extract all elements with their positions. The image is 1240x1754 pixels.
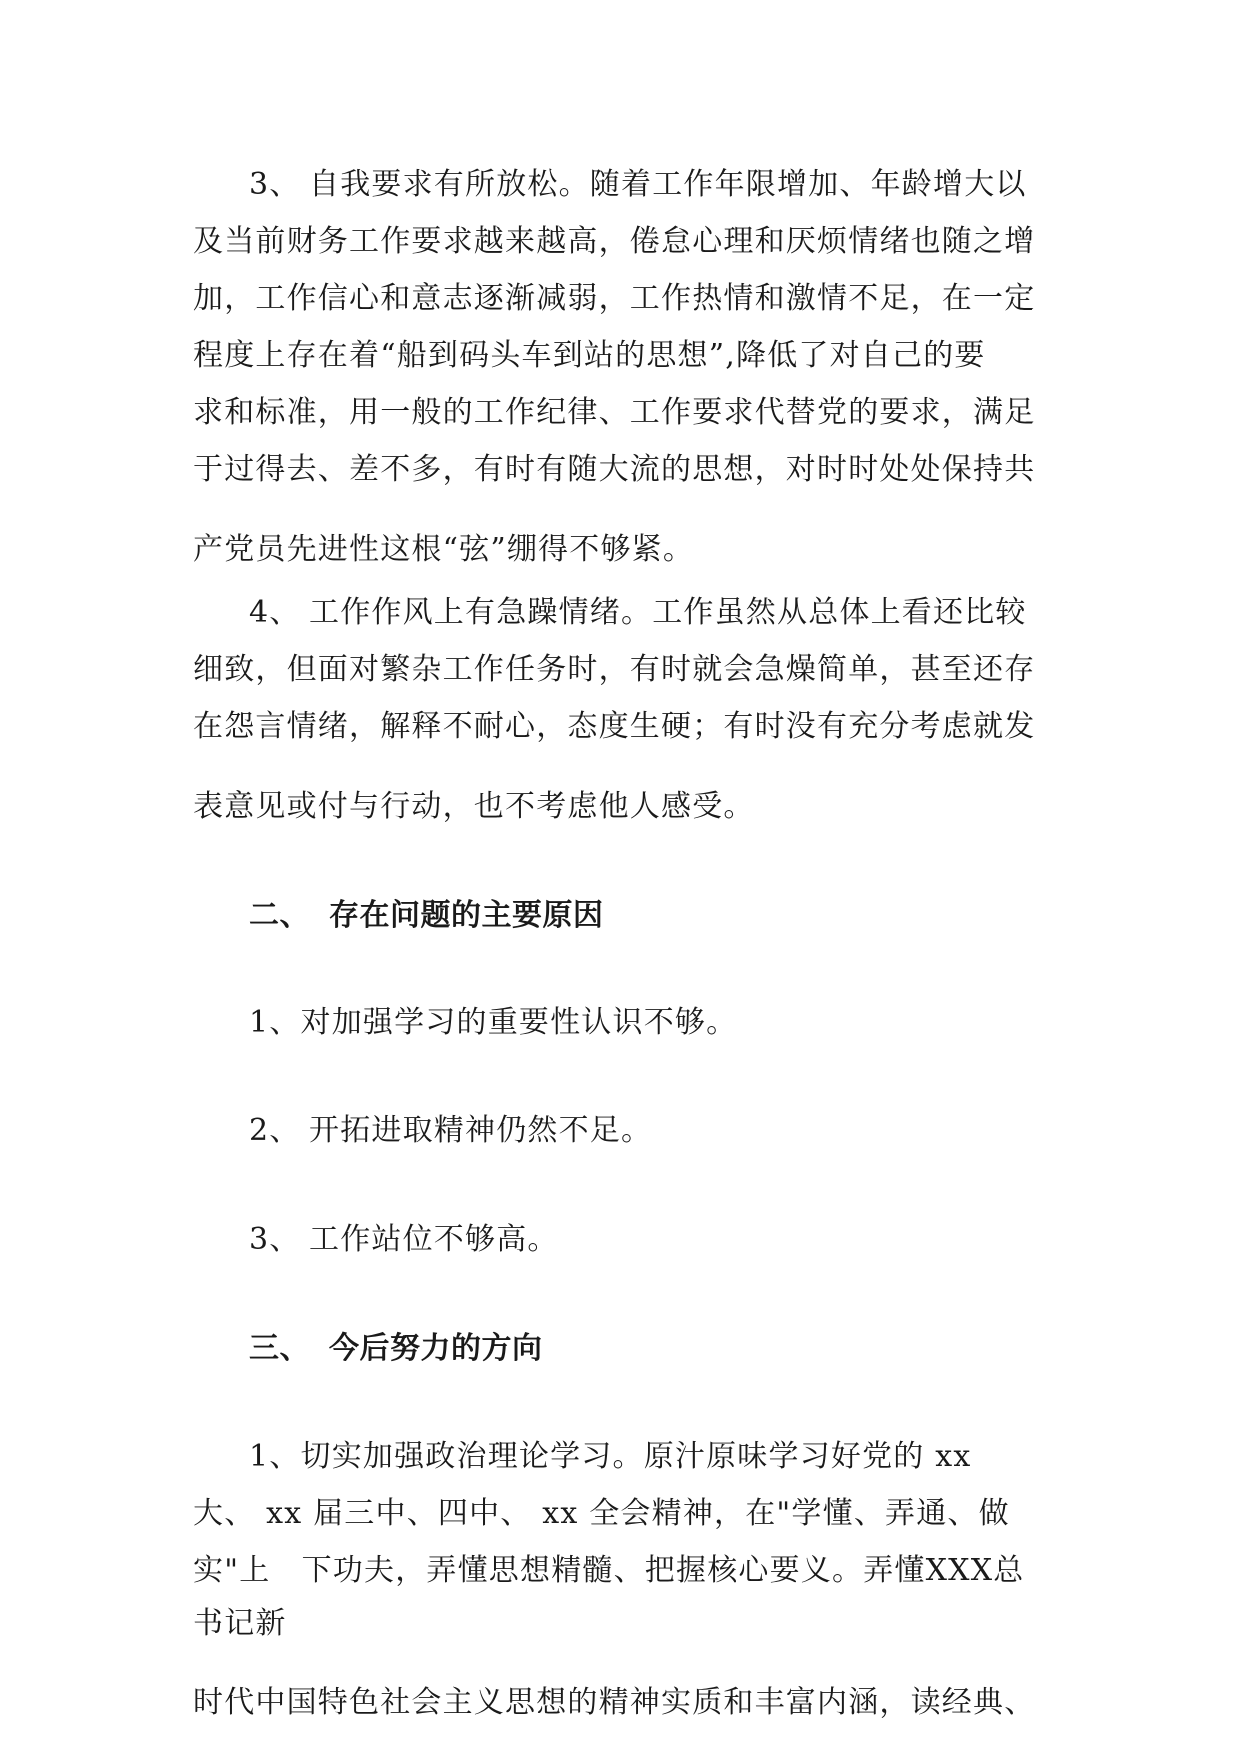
paragraph-4-line-2: 细致，但面对繁杂工作任务时，有时就会急燥简单，甚至还存 <box>193 652 1036 687</box>
paragraph-4-text: 工作作风上有急躁情绪。工作虽然从总体上看还比较 <box>309 595 1027 630</box>
paragraph-3-line-7: 产党员先进性这根“弦”绷得不够紧。 <box>193 532 695 567</box>
paragraph-4-line-4: 表意见或付与行动，也不考虑他人感受。 <box>193 789 755 824</box>
section-2-item-1 <box>249 1003 737 1043</box>
paragraph-3-line-6: 于过得去、差不多，有时有随大流的思想，对时时处处保持共 <box>193 452 1036 487</box>
section-3-item-1-line-5: 时代中国特色社会主义思想的精神实质和丰富内涵，读经典、 <box>193 1685 1036 1720</box>
section-2-number: 二、 <box>249 898 310 933</box>
section-3-item-1-number: 1、 <box>249 1439 301 1474</box>
section-3-item-1-line-2: 大、 xx 届三中、四中、 xx 全会精神，在"学懂、弄通、做 <box>193 1496 1010 1531</box>
paragraph-3-line-1 <box>249 165 1027 205</box>
section-3-item-1-line-4: 书记新 <box>193 1606 287 1641</box>
section-2-item-2-number: 2、 <box>249 1113 301 1148</box>
section-2-item-3-text: 工作站位不够高。 <box>309 1222 559 1257</box>
paragraph-4-number: 4、 <box>249 595 301 630</box>
section-2-title: 存在问题的主要原因 <box>329 898 604 933</box>
section-2-item-3-number: 3、 <box>249 1222 301 1257</box>
section-2-item-2-text: 开拓进取精神仍然不足。 <box>309 1113 653 1148</box>
section-3-item-1-line-1 <box>249 1437 971 1477</box>
section-3-item-1-text: 切实加强政治理论学习。原汁原味学习好党的 xx <box>300 1439 972 1474</box>
paragraph-3-number: 3、 <box>249 167 301 202</box>
section-3-item-1-line-3: 实"上 下功夫，弄懂思想精髓、把握核心要义。弄懂XXX总 <box>193 1553 1025 1588</box>
paragraph-3-text: 自我要求有所放松。随着工作年限增加、年龄增大以 <box>309 167 1027 202</box>
paragraph-4-line-1 <box>249 593 1027 633</box>
section-2-item-1-text: 对加强学习的重要性认识不够。 <box>300 1005 738 1040</box>
paragraph-4-line-3: 在怨言情绪，解释不耐心，态度生硬；有时没有充分考虑就发 <box>193 709 1036 744</box>
section-2-item-1-number: 1、 <box>249 1005 301 1040</box>
paragraph-3-line-5: 求和标准，用一般的工作纪律、工作要求代替党的要求，满足 <box>193 395 1036 430</box>
section-3-title: 今后努力的方向 <box>329 1331 543 1366</box>
section-2-item-2 <box>249 1111 652 1151</box>
paragraph-3-line-2: 及当前财务工作要求越来越高，倦怠心理和厌烦情绪也随之增 <box>193 224 1036 259</box>
section-2-heading <box>249 896 604 936</box>
paragraph-3-line-3: 加，工作信心和意志逐渐减弱，工作热情和激情不足，在一定 <box>193 281 1036 316</box>
paragraph-3-line-4: 程度上存在着“船到码头车到站的思想”,降低了对自己的要 <box>193 338 986 373</box>
section-2-item-3 <box>249 1220 559 1260</box>
section-3-number: 三、 <box>249 1331 310 1366</box>
section-3-heading <box>249 1329 543 1369</box>
